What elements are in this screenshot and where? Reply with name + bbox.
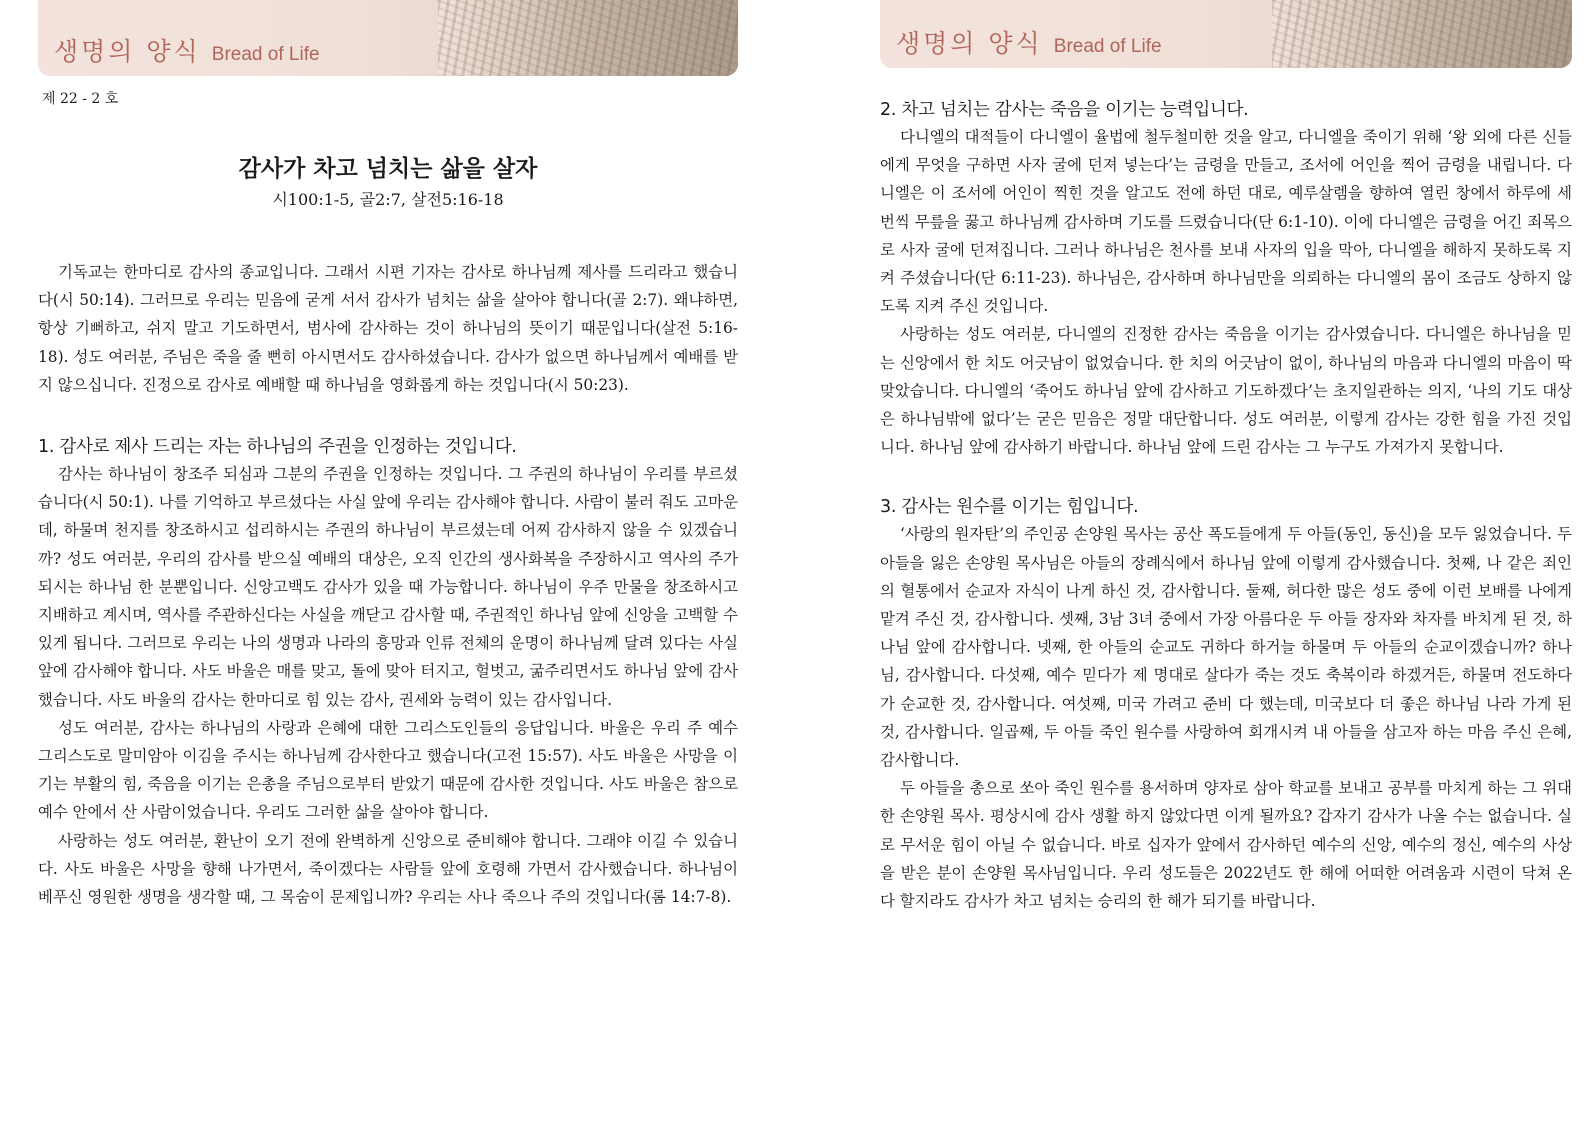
banner-photo bbox=[1272, 0, 1572, 68]
issue-number: 제 22 - 2 호 bbox=[42, 91, 119, 107]
section-3-paragraph: 두 아들을 총으로 쏘아 죽인 원수를 용서하며 양자로 삼아 학교를 보내고 공부를 마치게 하는 그 위대한 손양원 목사. 평상시에 감사 생활 하지 않았다면 이게 될까요? 갑자기 감사가 나올 수는 없습니다. 실로 무서운 힘이 아닐 수 없습니다. 바로 십자가 앞에서 감사하던 예수의 신앙, 예수의 정신, 예수의 사상을 받은 분이 손양원 목사님입니다. 우리 성도들은 2022년도 한 해에 어떠한 어려움과 시련이 닥쳐 온다 할지라도 감사가 차고 넘치는 승리의 한 해가 되기를 바랍니다. bbox=[880, 779, 1572, 911]
right-page bbox=[880, 0, 1572, 915]
section-1 bbox=[38, 433, 738, 911]
banner-title bbox=[896, 24, 1162, 60]
intro-paragraph: 기독교는 한마디로 감사의 종교입니다. 그래서 시편 기자는 감사로 하나님께 제사를 드리라고 했습니다(시 50:14). 그러므로 우리는 믿음에 굳게 서서 감사가 넘치는 삶을 살아야 합니다(골 2:7). 왜냐하면, 항상 기뻐하고, 쉬지 말고 기도하면서, 범사에 감사하는 것이 하나님의 뜻이기 때문입니다(살전 5:16-18). 성도 여러분, 주님은 죽을 줄 뻔히 아시면서도 감사하셨습니다. 감사가 없으면 하나님께서 예배를 받지 않으십니다. 진정으로 감사로 예배할 때 하나님을 영화롭게 하는 것입니다(시 50:23). bbox=[38, 263, 738, 394]
banner-photo bbox=[438, 0, 738, 76]
banner-title-english: Bread of Life bbox=[1053, 36, 1162, 57]
scripture-reference: 시100:1-5, 골2:7, 살전5:16-18 bbox=[272, 190, 504, 209]
banner-title-korean: 생명의 양식 bbox=[896, 29, 1043, 58]
section-3-heading: 3. 감사는 원수를 이기는 힘입니다. bbox=[880, 497, 1139, 518]
section-1-paragraph: 감사는 하나님이 창조주 되심과 그분의 주권을 인정하는 것입니다. 그 주권의 하나님이 우리를 부르셨습니다(시 50:1). 나를 기억하고 부르셨다는 사실 앞에 우리는 감사해야 합니다. 사람이 불러 줘도 고마운데, 하물며 천지를 창조하시고 섭리하시는 주권의 하나님이 부르셨는데 어찌 감사하지 않을 수 있겠습니까? 성도 여러분, 우리의 감사를 받으실 예배의 대상은, 오직 인간의 생사화복을 주장하시고 역사의 주가 되시는 하나님 한 분뿐입니다. 신앙고백도 감사가 있을 때 가능합니다. 하나님이 우주 만물을 창조하시고 지배하고 계시며, 역사를 주관하신다는 사실을 깨닫고 감사할 때, 주권적인 하나님 앞에 신앙을 고백할 수 있게 됩니다. 그러므로 우리는 나의 생명과 나라의 흥망과 인류 전체의 운명이 하나님께 달려 있다는 사실 앞에 감사해야 합니다. 사도 바울은 매를 맞고, 돌에 맞아 터지고, 헐벗고, 굶주리면서도 하나님 앞에 감사했습니다. 사도 바울의 감사는 한마디로 힘 있는 감사, 권세와 능력이 있는 감사입니다. bbox=[38, 465, 738, 709]
section-3-paragraph: ‘사랑의 원자탄’의 주인공 손양원 목사는 공산 폭도들에게 두 아들(동인, 동신)을 모두 잃었습니다. 두 아들을 잃은 손양원 목사님은 아들의 장례식에서 하나님 앞에 이렇게 감사했습니다. 첫째, 나 같은 죄인의 혈통에서 순교자 자식이 나게 하신 것, 감사합니다. 둘째, 허다한 많은 성도 중에 이런 보배를 나에게 맡겨 주신 것, 감사합니다. 셋째, 3남 3녀 중에서 가장 아름다운 두 아들 장자와 차자를 바치게 된 것, 하나님 앞에 감사합니다. 넷째, 한 아들의 순교도 귀하다 하거늘 하물며 두 아들의 순교이겠습니까? 하나님, 감사합니다. 다섯째, 예수 믿다가 제 명대로 살다가 죽는 것도 축복이라 하겠거든, 하물며 전도하다가 순교한 것, 감사합니다. 여섯째, 미국 가려고 준비 다 했는데, 미국보다 더 좋은 하나님 나라 가게 된 것, 감사합니다. 일곱째, 두 아들 죽인 원수를 사랑하여 회개시켜 내 아들을 삼고자 하는 마음 주신 은혜, 감사합니다. bbox=[880, 525, 1572, 770]
banner-title-english: Bread of Life bbox=[211, 44, 320, 65]
section-2 bbox=[880, 96, 1572, 461]
section-1-heading: 1. 감사로 제사 드리는 자는 하나님의 주권을 인정하는 것입니다. bbox=[38, 437, 517, 458]
section-3 bbox=[880, 493, 1572, 915]
section-2-heading: 2. 차고 넘치는 감사는 죽음을 이기는 능력입니다. bbox=[880, 100, 1249, 120]
header-banner bbox=[880, 0, 1572, 68]
section-1-paragraph: 성도 여러분, 감사는 하나님의 사랑과 은혜에 대한 그리스도인들의 응답입니다. 바울은 우리 주 예수 그리스도로 말미암아 이김을 주시는 하나님께 감사한다고 했습니다(고전 15:57). 사도 바울은 사망을 이기는 부활의 힘, 죽음을 이기는 은총을 주님으로부터 받았기 때문에 감사한 것입니다. 사도 바울은 참으로 예수 안에서 산 사람이었습니다. 우리도 그러한 삶을 살아야 합니다. bbox=[38, 718, 738, 822]
sermon-title: 감사가 차고 넘치는 삶을 살자 bbox=[238, 156, 538, 182]
section-2-paragraph: 사랑하는 성도 여러분, 다니엘의 진정한 감사는 죽음을 이기는 감사였습니다. 다니엘은 하나님을 믿는 신앙에서 한 치도 어긋남이 없었습니다. 한 치의 어긋남이 없이, 하나님의 마음과 다니엘의 마음이 딱 맞았습니다. 다니엘의 ‘죽어도 하나님 앞에 감사하고 기도하겠다’는 초지일관하는 의지, ‘나의 기도 대상은 하나님밖에 없다’는 굳은 믿음은 정말 대단합니다. 성도 여러분, 이렇게 감사는 강한 힘을 가진 것입니다. 하나님 앞에 감사하기 바랍니다. 하나님 앞에 드린 감사는 그 누구도 가져가지 못합니다. bbox=[880, 325, 1572, 457]
section-2-paragraph: 다니엘의 대적들이 다니엘이 율법에 철두철미한 것을 알고, 다니엘을 죽이기 위해 ‘왕 외에 다른 신들에게 무엇을 구하면 사자 굴에 던져 넣는다’는 금령을 만들고, 조서에 어인을 찍어 금령을 내립니다. 다니엘은 이 조서에 어인이 찍힌 것을 알고도 전에 하던 대로, 예루살렘을 향하여 열린 창에서 하루에 세 번씩 무릎을 꿇고 하나님께 감사하며 기도를 드렸습니다(단 6:1-10). 이에 다니엘은 금령을 어긴 죄목으로 사자 굴에 던져집니다. 그러나 하나님은 천사를 보내 사자의 입을 막아, 다니엘을 해하지 못하도록 지켜 주셨습니다(단 6:11-23). 하나님은, 감사하며 하나님만을 의뢰하는 다니엘의 몸이 조금도 상하지 않도록 지켜 주신 것입니다. bbox=[880, 128, 1572, 316]
left-page bbox=[38, 0, 738, 911]
banner-title bbox=[54, 32, 320, 68]
section-1-paragraph: 사랑하는 성도 여러분, 환난이 오기 전에 완벽하게 신앙으로 준비해야 합니다. 그래야 이길 수 있습니다. 사도 바울은 사망을 향해 나가면서, 죽이겠다는 사람들 앞에 호령해 가면서 감사했습니다. 하나님이 베푸신 영원한 생명을 생각할 때, 그 목숨이 문제입니까? 우리는 사나 죽으나 주의 것입니다(롬 14:7-8). bbox=[38, 831, 738, 907]
banner-title-korean: 생명의 양식 bbox=[54, 37, 201, 66]
header-banner bbox=[38, 0, 738, 76]
intro-section bbox=[38, 258, 738, 399]
